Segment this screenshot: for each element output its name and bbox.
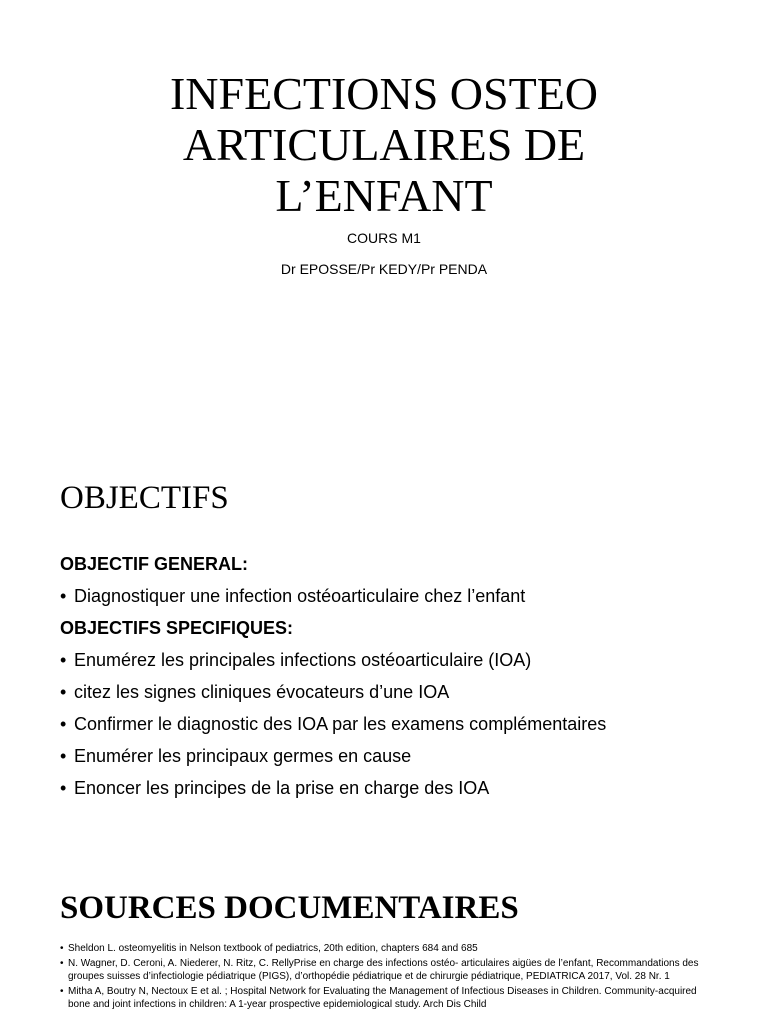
sources-heading: SOURCES DOCUMENTAIRES: [60, 890, 519, 926]
title-slide: [0, 0, 768, 440]
list-item: • Enoncer les principes de la prise en charge des IOA: [60, 772, 760, 804]
main-title-line: ARTICULAIRES DE: [182, 119, 586, 170]
list-item: • Enumérez les principales infections ostéoarticulaire (IOA): [60, 644, 760, 676]
main-title-line: INFECTIONS OSTEO: [169, 68, 599, 119]
list-item: • Mitha A, Boutry N, Nectoux E et al. ; Hospital Network for Evaluating the Management of Infectious Diseases in Children. Community-acquired bone and joint infections in children: A 1-year prospective epidemiological study. Arch Dis Child: [60, 985, 720, 1011]
list-item: • Enumérer les principaux germes en cause: [60, 740, 760, 772]
objectives-heading: OBJECTIFS: [60, 480, 229, 516]
list-item: • Diagnostiquer une infection ostéoarticulaire chez l’enfant: [60, 580, 760, 612]
list-item: • N. Wagner, D. Ceroni, A. Niederer, N. Ritz, C. RellyPrise en charge des infections ostéo- articulaires aigües de l’enfant, Recommandations des groupes suisses d’infectiologie pédiatrique (PIGS), d’orthopédie pédiatrique et de chirurgie pédiatrique, PEDIATRICA 2017, Vol. 28 Nr. 1: [60, 957, 720, 983]
sources-list: [60, 942, 720, 1013]
general-objective-label: OBJECTIF GENERAL:: [60, 554, 249, 574]
objectives-body: [60, 548, 760, 804]
course-subtitle: COURS M1: [347, 230, 421, 246]
specific-objectives-label: OBJECTIFS SPECIFIQUES:: [60, 618, 294, 638]
main-title: [0, 68, 768, 221]
list-item: • Confirmer le diagnostic des IOA par les examens complémentaires: [60, 708, 760, 740]
authors-subtitle: Dr EPOSSE/Pr KEDY/Pr PENDA: [280, 261, 488, 277]
list-item: • Sheldon L. osteomyelitis in Nelson textbook of pediatrics, 20th edition, chapters 684 and 685: [60, 942, 720, 955]
list-item: • citez les signes cliniques évocateurs d’une IOA: [60, 676, 760, 708]
main-title-line: L’ENFANT: [275, 170, 493, 221]
